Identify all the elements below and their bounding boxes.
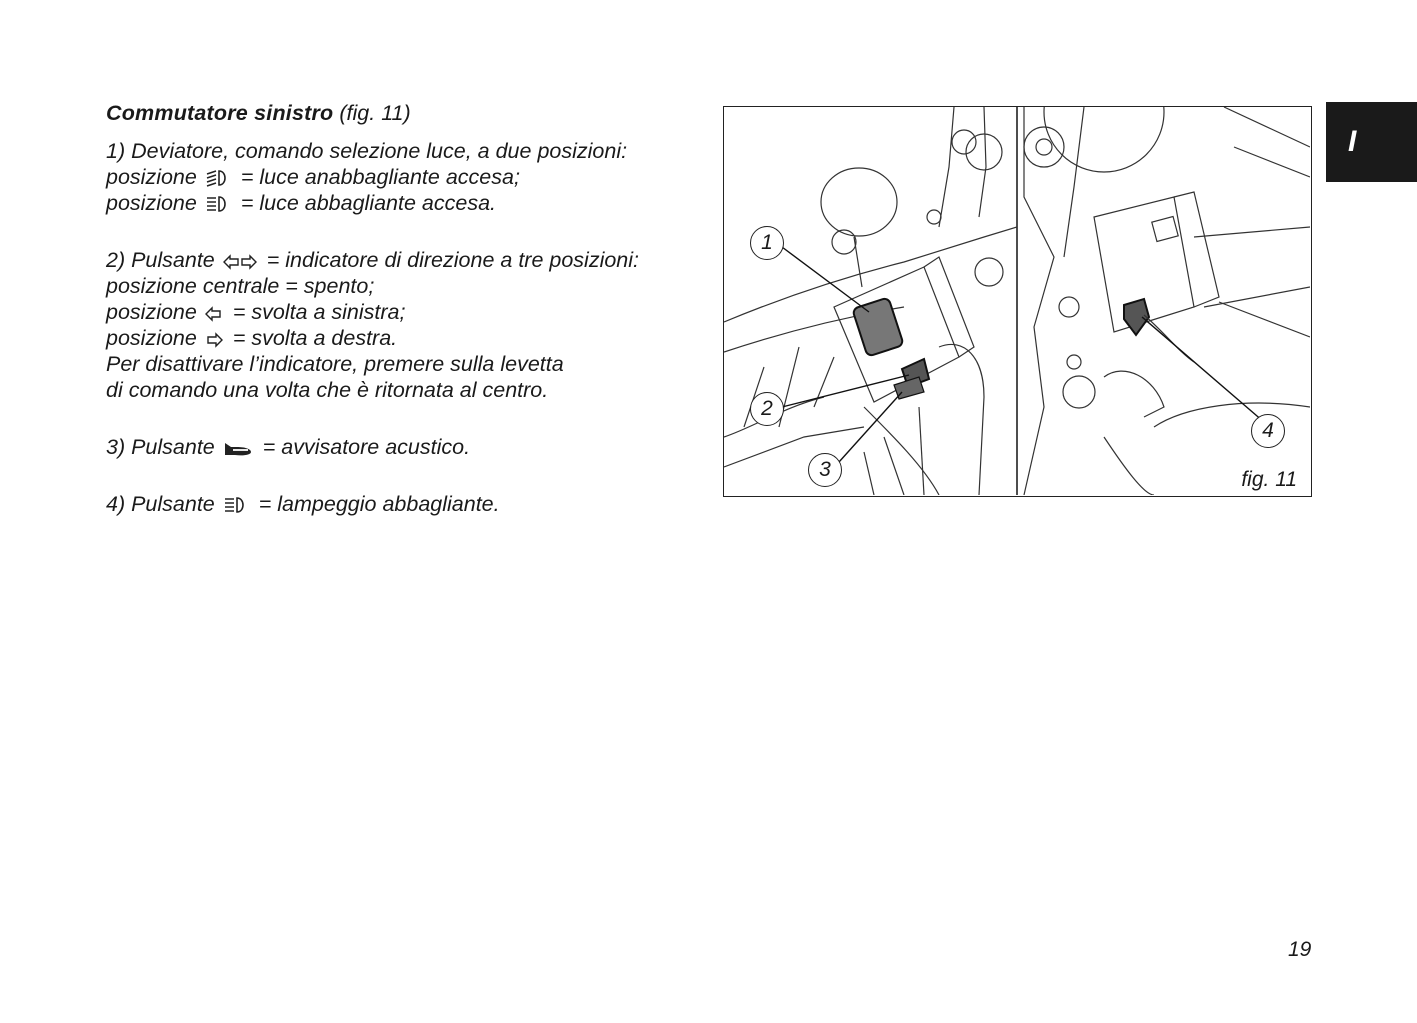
item-line: posizione = svolta a sinistra; xyxy=(106,300,406,324)
callout-4: 4 xyxy=(1251,414,1285,448)
item-2 xyxy=(106,247,706,403)
item-3 xyxy=(106,434,706,460)
section-heading xyxy=(106,100,706,126)
item-line: posizione = luce anabbagliante accesa; xyxy=(106,165,520,189)
item-line: posizione = luce abbagliante accesa. xyxy=(106,191,497,215)
figure-11 xyxy=(723,106,1312,497)
item-line: posizione = svolta a destra. xyxy=(106,326,398,350)
item-line: di comando una volta che è ritornata al centro. xyxy=(106,378,549,402)
item-line: posizione centrale = spento; xyxy=(106,274,375,298)
item-line: 2) Pulsante = indicatore di direzione a tre posizioni: xyxy=(106,248,640,272)
language-tab: I xyxy=(1326,102,1417,182)
right-arrow-icon xyxy=(205,332,223,348)
high-beam-icon xyxy=(223,496,249,514)
horn-icon xyxy=(223,441,253,457)
callout-3: 3 xyxy=(808,453,842,487)
high-beam-icon xyxy=(205,195,231,213)
item-1 xyxy=(106,138,706,216)
item-line: 3) Pulsante = avvisatore acustico. xyxy=(106,435,471,459)
section-title: Commutatore sinistro xyxy=(106,101,334,125)
callout-2: 2 xyxy=(750,392,784,426)
figure-caption: fig. 11 xyxy=(1241,468,1297,491)
low-beam-icon xyxy=(205,169,231,187)
left-arrow-icon xyxy=(205,306,223,322)
page-number: 19 xyxy=(1288,938,1312,961)
item-4 xyxy=(106,491,706,517)
turn-indicator-icon xyxy=(223,254,257,270)
item-line: Per disattivare l’indicatore, premere sulla levetta xyxy=(106,352,564,376)
instruction-text xyxy=(106,100,706,548)
item-line: 1) Deviatore, comando selezione luce, a due posizioni: xyxy=(106,139,628,163)
handlebar-illustration xyxy=(724,107,1310,495)
callout-1: 1 xyxy=(750,226,784,260)
figure-reference: (fig. 11) xyxy=(339,101,411,125)
item-line: 4) Pulsante = lampeggio abbagliante. xyxy=(106,492,500,516)
